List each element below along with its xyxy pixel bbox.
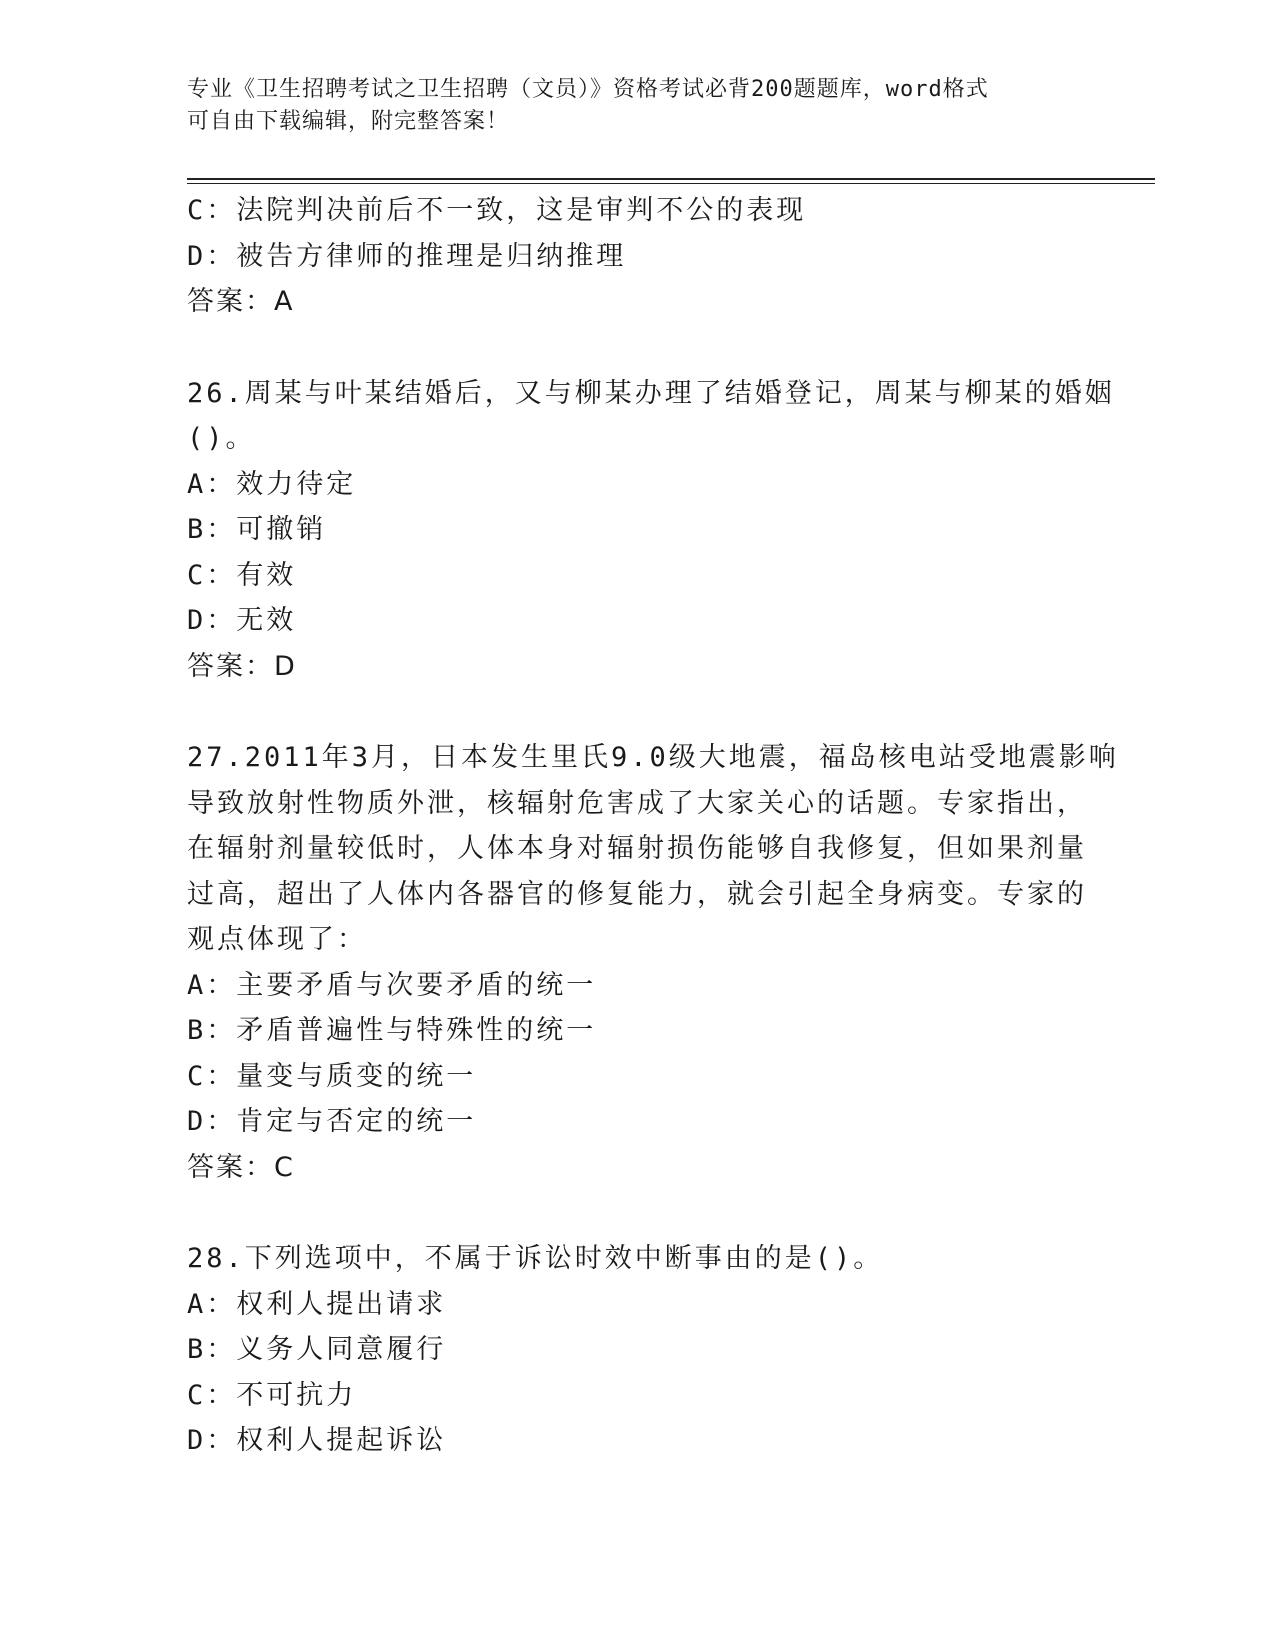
option-b: B：矛盾普遍性与特殊性的统一 [187, 1015, 597, 1046]
question-stem-line: 导致放射性物质外泄，核辐射危害成了大家关心的话题。专家指出， [187, 787, 1087, 819]
option-d: D：无效 [187, 605, 297, 636]
option-c: C：法院判决前后不一致，这是审判不公的表现 [187, 195, 807, 226]
answer-line: 答案：A [187, 286, 295, 317]
answer-line: 答案：D [187, 650, 297, 682]
answer-line: 答案：C [187, 1151, 295, 1183]
option-b: B：义务人同意履行 [187, 1334, 447, 1365]
question-stem-line: 过高，超出了人体内各器官的修复能力，就会引起全身病变。专家的 [187, 878, 1087, 910]
question-26 [187, 371, 1155, 690]
question-stem-line: ()。 [187, 423, 256, 454]
spacer [187, 325, 1155, 371]
header-title-line-2: 可自由下载编辑，附完整答案！ [187, 109, 510, 134]
option-a: A：主要矛盾与次要矛盾的统一 [187, 969, 597, 1001]
header-divider-thin [187, 183, 1155, 184]
option-d: D：权利人提起诉讼 [187, 1425, 447, 1456]
header-divider-thick [187, 178, 1155, 180]
option-c: C：有效 [187, 559, 297, 591]
question-stem-line: 26.周某与叶某结婚后，又与柳某办理了结婚登记，周某与柳某的婚姻 [187, 377, 1115, 409]
option-d: D：肯定与否定的统一 [187, 1106, 477, 1137]
option-a: A：效力待定 [187, 468, 357, 500]
option-a: A：权利人提出请求 [187, 1288, 447, 1320]
question-stem-line: 观点体现了： [187, 924, 367, 955]
question-list [187, 188, 1155, 1464]
header-title-line-1: 专业《卫生招聘考试之卫生招聘（文员）》资格考试必背200题题库，word格式 [187, 77, 989, 102]
question-stem-line: 27.2011年3月，日本发生里氏9.0级大地震，福岛核电站受地震影响 [187, 742, 1119, 773]
option-b: B：可撤销 [187, 514, 327, 545]
option-c: C：量变与质变的统一 [187, 1060, 477, 1092]
question-25-tail [187, 188, 1155, 325]
question-stem-line: 在辐射剂量较低时，人体本身对辐射损伤能够自我修复，但如果剂量 [187, 833, 1087, 864]
option-d: D：被告方律师的推理是归纳推理 [187, 240, 627, 272]
spacer [187, 1190, 1155, 1236]
option-c: C：不可抗力 [187, 1379, 357, 1411]
question-stem-line: 28.下列选项中，不属于诉讼时效中断事由的是()。 [187, 1243, 884, 1274]
question-28 [187, 1236, 1155, 1464]
spacer [187, 689, 1155, 735]
question-27 [187, 735, 1155, 1190]
document-header [187, 74, 1087, 138]
